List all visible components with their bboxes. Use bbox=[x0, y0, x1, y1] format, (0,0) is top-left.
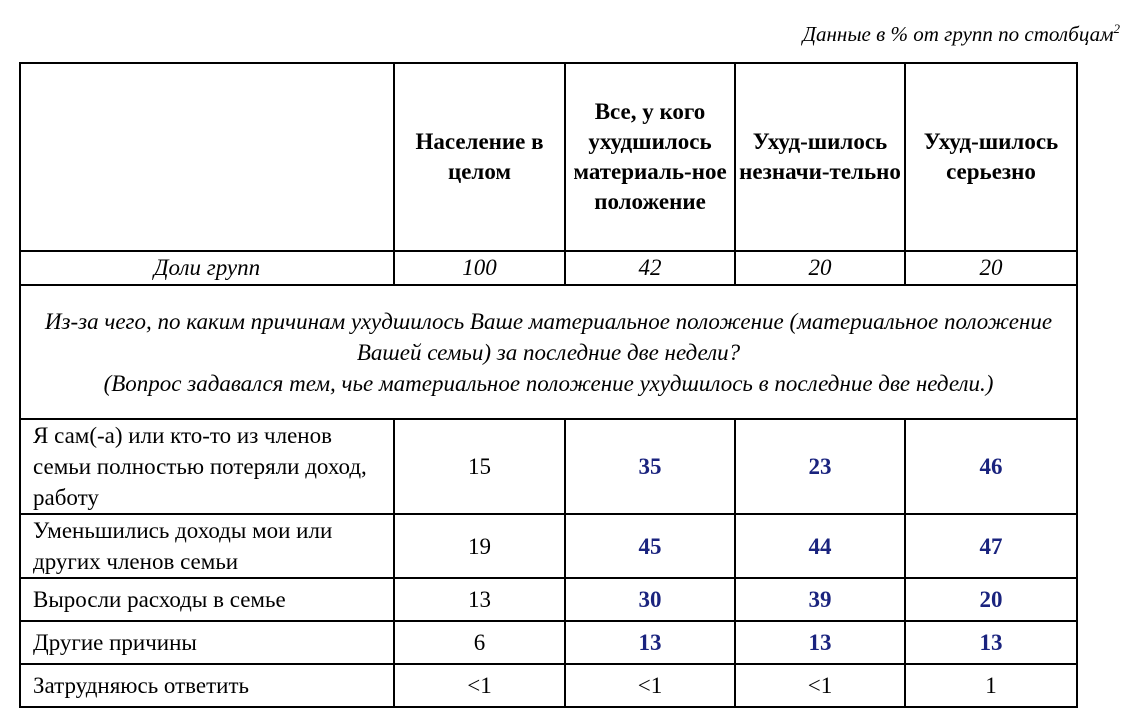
header-seriously-worsened: Ухуд-шилось серьезно bbox=[905, 63, 1077, 251]
row-label: Я сам(-а) или кто-то из членов семьи полностью потеряли доход, работу bbox=[20, 419, 394, 514]
cell-value: <1 bbox=[565, 664, 735, 707]
table-note-text: Данные в % от групп по столбцам bbox=[802, 22, 1114, 46]
cell-value: 46 bbox=[905, 419, 1077, 514]
table-row bbox=[20, 664, 1077, 707]
cell-value: 45 bbox=[565, 514, 735, 578]
cell-value: 19 bbox=[394, 514, 565, 578]
header-population: Население в целом bbox=[394, 63, 565, 251]
cell-value: 35 bbox=[565, 419, 735, 514]
table-row bbox=[20, 514, 1077, 578]
group-share-value: 20 bbox=[905, 251, 1077, 285]
cell-value: 13 bbox=[905, 621, 1077, 664]
cell-value: 23 bbox=[735, 419, 905, 514]
question-cell bbox=[20, 285, 1077, 419]
row-label: Другие причины bbox=[20, 621, 394, 664]
cell-value: 1 bbox=[905, 664, 1077, 707]
table-note bbox=[803, 22, 1120, 47]
question-row bbox=[20, 285, 1077, 419]
group-share-value: 20 bbox=[735, 251, 905, 285]
group-shares-row bbox=[20, 251, 1077, 285]
footnote-marker: 2 bbox=[1113, 21, 1120, 36]
cell-value: 13 bbox=[394, 578, 565, 621]
cell-value: 13 bbox=[735, 621, 905, 664]
cell-value: 20 bbox=[905, 578, 1077, 621]
row-label: Выросли расходы в семье bbox=[20, 578, 394, 621]
cell-value: <1 bbox=[394, 664, 565, 707]
group-share-value: 100 bbox=[394, 251, 565, 285]
cell-value: 13 bbox=[565, 621, 735, 664]
table-header-row bbox=[20, 63, 1077, 251]
cell-value: 39 bbox=[735, 578, 905, 621]
cell-value: 6 bbox=[394, 621, 565, 664]
cell-value: 44 bbox=[735, 514, 905, 578]
table-row bbox=[20, 419, 1077, 514]
cell-value: 47 bbox=[905, 514, 1077, 578]
table-row bbox=[20, 621, 1077, 664]
table-row bbox=[20, 578, 1077, 621]
group-shares-label: Доли групп bbox=[20, 251, 394, 285]
cell-value: 30 bbox=[565, 578, 735, 621]
question-note: (Вопрос задавался тем, чье материальное положение ухудшилось в последние две недели.) bbox=[103, 370, 994, 396]
row-label: Затрудняюсь ответить bbox=[20, 664, 394, 707]
cell-value: <1 bbox=[735, 664, 905, 707]
header-slightly-worsened: Ухуд-шилось незначи-тельно bbox=[735, 63, 905, 251]
group-share-value: 42 bbox=[565, 251, 735, 285]
cell-value: 15 bbox=[394, 419, 565, 514]
header-empty-cell bbox=[20, 63, 394, 251]
header-all-worsened: Все, у кого ухудшилось материаль-ное положение bbox=[565, 63, 735, 251]
question-text: Из-за чего, по каким причинам ухудшилось Ваше материальное положение (материальное положение Вашей семьи) за последние две недели? bbox=[44, 308, 1053, 365]
survey-table bbox=[19, 62, 1078, 708]
row-label: Уменьшились доходы мои или других членов семьи bbox=[20, 514, 394, 578]
